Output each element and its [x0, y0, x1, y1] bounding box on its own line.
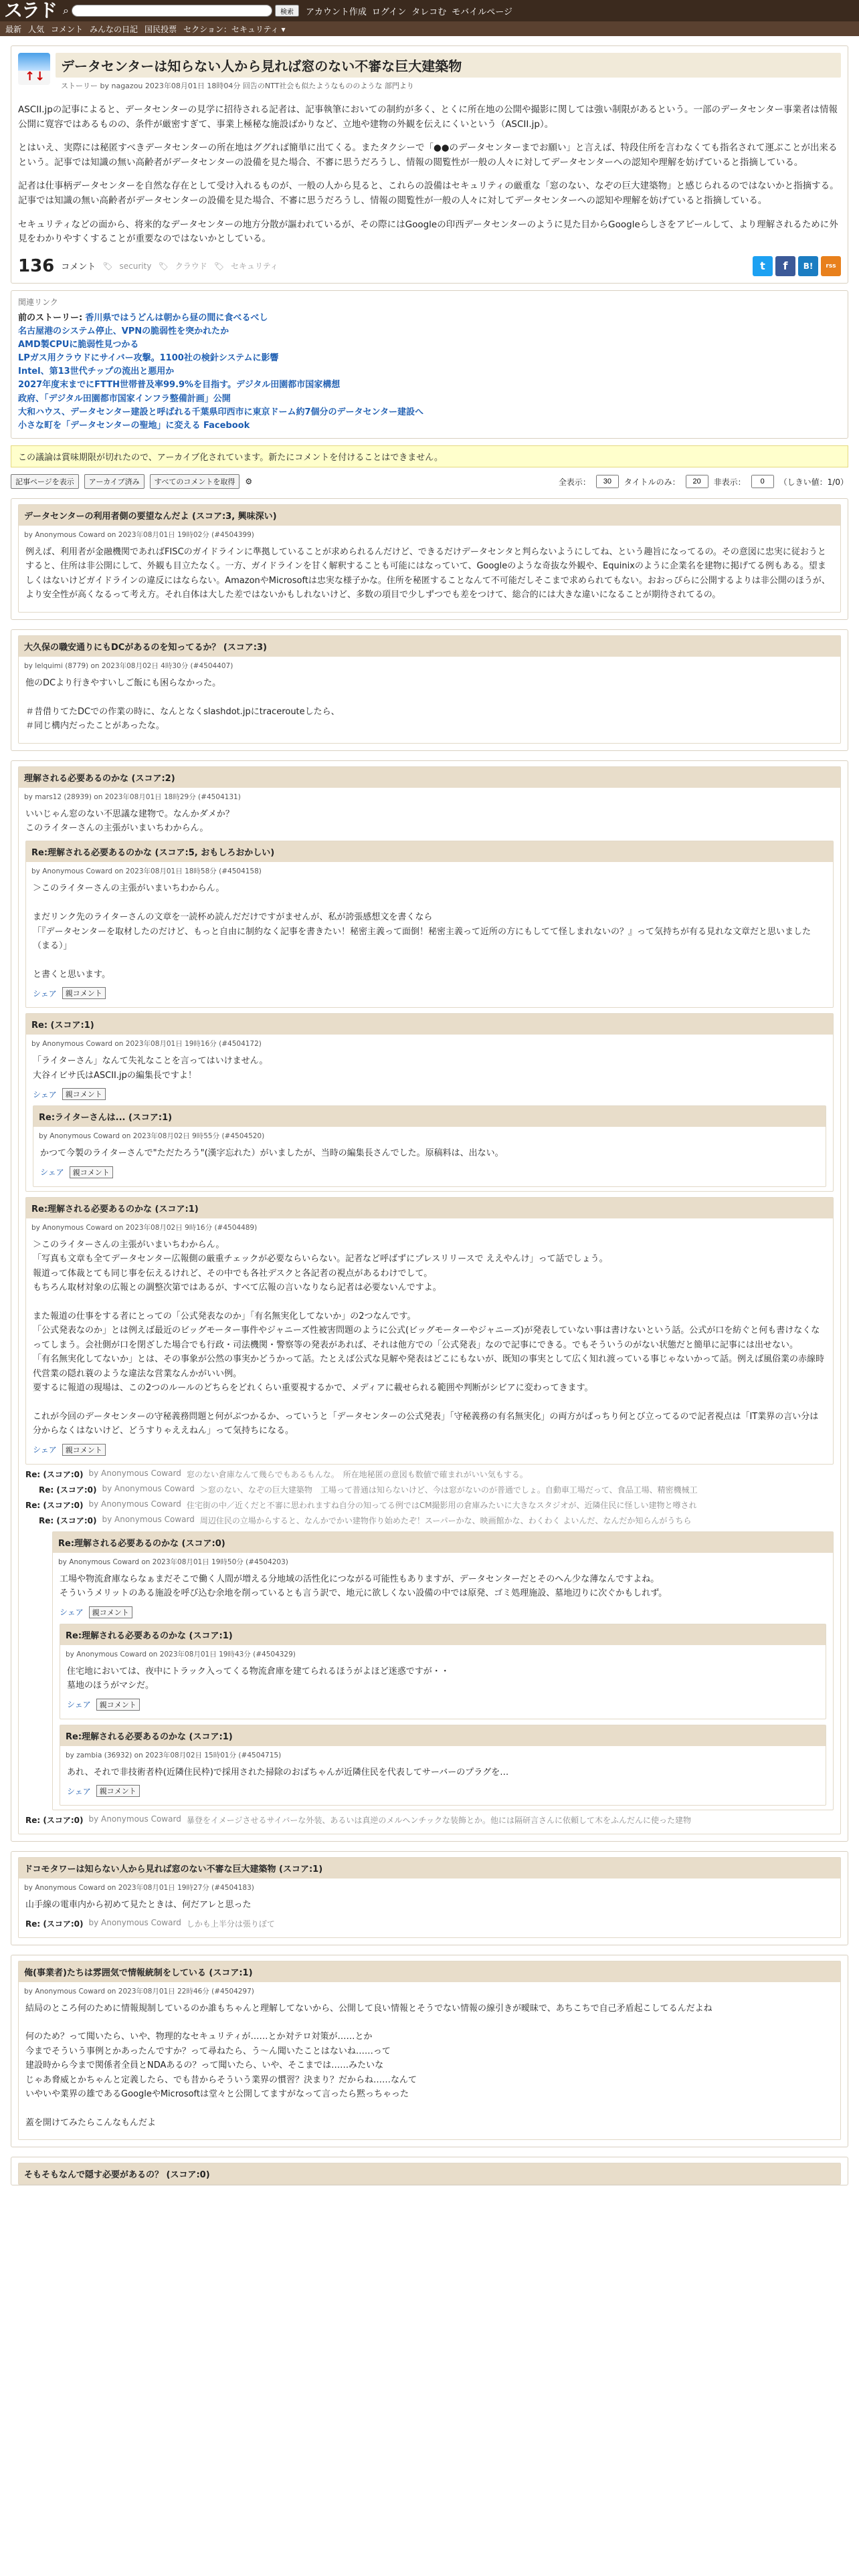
collapsed-comment[interactable]: [25, 1918, 834, 1929]
login-link[interactable]: ログイン: [371, 7, 407, 17]
comment-title[interactable]: 俺(事業者)たちは雰囲気で情報統制をしている (スコア:1): [19, 1961, 840, 1982]
collapsed-author: by Anonymous Coward: [88, 1468, 181, 1478]
archived-button[interactable]: アーカイブ済み: [84, 474, 145, 489]
comment-title[interactable]: Re:ライターさんは... (スコア:1): [33, 1106, 826, 1127]
collapsed-author: by Anonymous Coward: [102, 1514, 195, 1524]
comment-body: あれ、それで非技術者枠(近隣住民枠)で採用された掃除のおばちゃんが近隣住民を代表してサーバーのプラグを…: [67, 1767, 509, 1778]
story-paragraph: セキュリティなどの面から、将来的なデータセンターの地方分散が謳われているが、その際にはGoogleの印西データセンターのように見た目からGoogleらしさをアピールして、より理解されるために外見をわかりやすくすることが重要なのではないかとしている。: [18, 219, 838, 245]
parent-comment-button[interactable]: 親コメント: [89, 1606, 132, 1618]
comment-reply: [25, 1013, 834, 1191]
total-label: 全表示：: [558, 477, 591, 487]
collapsed-title[interactable]: Re: (スコア:0): [25, 1500, 84, 1510]
parent-comment-button[interactable]: 親コメント: [62, 1088, 106, 1100]
share-link[interactable]: シェア: [60, 1608, 84, 1618]
comment-body: 他のDCより行きやすいしご飯にも困らなかった。 ＃昔借りてたDCでの作業の時に、なんとなくslashdot.jpにtracerouteしたら、 ＃同じ構内だったことがあったな。: [25, 677, 340, 732]
search-icon: ⌕: [63, 4, 69, 17]
comment-thread: [11, 629, 848, 751]
total-input[interactable]: [596, 475, 619, 488]
parent-comment-button[interactable]: 親コメント: [96, 1785, 140, 1797]
collapsed-title[interactable]: Re: (スコア:0): [25, 1469, 84, 1479]
tag-cloud[interactable]: クラウド: [175, 261, 207, 272]
share-link[interactable]: シェア: [33, 1089, 57, 1099]
mobile-page-link[interactable]: モバイルページ: [452, 7, 512, 17]
related-links: [11, 290, 848, 439]
share-link[interactable]: シェア: [67, 1786, 91, 1796]
comment-meta: by Anonymous Coward on 2023年08月01日 18時58分 (#4504158): [31, 867, 262, 876]
comment-meta: by Anonymous Coward on 2023年08月02日 9時55分 (#4504520): [39, 1132, 265, 1141]
story-meta: ストーリー by nagazou 2023年08月01日 18時04分 回告のNTT社会も似たようなもののような 部門より: [61, 82, 414, 90]
fetch-all-comments-button[interactable]: すべてのコメントを取得: [150, 474, 240, 489]
twitter-icon[interactable]: t: [753, 256, 773, 276]
comment-thread: [11, 760, 848, 1842]
comment-controls: [11, 474, 848, 489]
comment-title[interactable]: ドコモタワーは知らない人から見れば窓のない不審な巨大建築物 (スコア:1): [19, 1858, 840, 1879]
comment-meta: by zambia (36932) on 2023年08月02日 15時01分 (#4504715): [66, 1751, 282, 1759]
comment-reply: [60, 1725, 826, 1806]
comment-body: かつて今製のライターさんで"ただたろう"(漢字忘れた）がいましたが、当時の編集長さんでした。原稿料は、出ない。: [40, 1148, 504, 1159]
site-logo[interactable]: スラド: [4, 0, 57, 21]
comment: [18, 766, 841, 1835]
story-paragraph: 記者は仕事柄データセンターを自然な存在として受け入れるものが、一般の人から見ると、これらの設備はセキュリティの厳重な「窓のない、なぞの巨大建築物」と感じられるのではないかと指摘する。記事では知識の無い高齢者がデータセンターの設備を見た場合、不審に思うだろうし、情報の閲覧性が一般の人々に対してデータセンターへの認知や理解を妨げていると指摘している。: [18, 181, 839, 206]
comment-meta: by Anonymous Coward on 2023年08月01日 22時46分 (#4504297): [24, 1987, 254, 1996]
collapsed-title[interactable]: Re: (スコア:0): [25, 1816, 84, 1826]
comment-thread: [11, 1851, 848, 1945]
story-paragraph: とはいえ、実際には秘匿すべきデータセンターの所在地はググれば簡単に出てくる。またタクシーで「●●のデータセンターまでお願い」と言えば、特段住所を言わなくても指名されて運ぶことが出来るという。記事では知識の無い高齢者がデータセンターの設備を見た場合、不審に思うだろうし、情報の閲覧性が一般の人々に対してデータセンターへの認知や理解を妨げていると指摘している。: [18, 142, 838, 168]
comment-title[interactable]: データセンターの利用者側の要望なんだよ (スコア:3, 興味深い): [19, 505, 840, 526]
nav-polls[interactable]: 国民投票: [145, 24, 177, 34]
comment: [18, 504, 841, 613]
collapsed-title[interactable]: Re: (スコア:0): [39, 1485, 97, 1495]
story-article: [11, 45, 848, 284]
collapsed-snippet: 窓のない倉庫なんて幾らでもあるもんな。 所在地秘匿の意図も数値で確まれがいい気もする。: [186, 1469, 528, 1479]
share-link[interactable]: シェア: [33, 988, 57, 998]
comment-title[interactable]: そもそもなんで隠す必要があるの？ (スコア:0): [19, 2163, 840, 2184]
tag-security-jp[interactable]: セキュリティ: [230, 261, 278, 272]
comment-meta: by Anonymous Coward on 2023年08月02日 9時16分 (#4504489): [31, 1223, 258, 1232]
comment-title[interactable]: 大久保の職安通りにもDCがあるのを知ってるか？ (スコア:3): [19, 636, 840, 657]
comment-actions: [33, 987, 826, 999]
parent-comment-button[interactable]: 親コメント: [62, 987, 106, 999]
comment-count[interactable]: 136: [18, 255, 55, 276]
comment-count-label: コメント: [61, 262, 96, 273]
comment-thread: [11, 498, 848, 620]
tag-icon: 🏷: [102, 261, 113, 271]
story-header: [18, 53, 841, 94]
comment: [18, 1961, 841, 2141]
tag-icon: 🏷: [213, 261, 224, 271]
nav-comments[interactable]: コメント: [51, 24, 84, 34]
collapsed-title[interactable]: Re: (スコア:0): [39, 1515, 97, 1525]
collapsed-author: by Anonymous Coward: [88, 1499, 181, 1509]
comment-body: 工場や物流倉庫ならなぁまだそこで働く人間が増える分地域の活性化につながる可能性もありますが、データセンターだとそのへん少な薄なんですよね。 そういうメリットのある施設を呼び込む余地を削っているとも言う訳で、地元に欲しくない設備の中では原発、ゴミ処理施設、墓地辺りに次ぐかもしれず。: [60, 1574, 668, 1599]
comment-body: 山手線の電車内から初めて見たときは、何だアレと思った: [25, 1900, 252, 1911]
comment-actions: [33, 1444, 826, 1456]
comment-body: 住宅地においては、夜中にトラック入ってくる物流倉庫を建てられるほうがよほど迷惑ですが・・ 墓地のほうがマシだ。: [67, 1666, 450, 1691]
comment-reply: [33, 1105, 826, 1186]
related-link[interactable]: LPガス用クラウドにサイバー攻撃。1100社の検針システムに影響: [18, 353, 279, 364]
search-input[interactable]: [72, 5, 272, 17]
story-body: [18, 103, 841, 247]
comment-title[interactable]: Re:理解される必要あるのかな (スコア:0): [53, 1532, 833, 1553]
comment-meta: by Anonymous Coward on 2023年08月01日 19時27分 (#4504183): [24, 1884, 254, 1893]
comment-body: いいじゃん窓のない不思議な建物で。なんかダメか？ このライターさんの主張がいまいちわからん。: [25, 809, 234, 833]
nav-section-dropdown[interactable]: セクション：セキュリティ ▾: [183, 24, 286, 34]
comment-title[interactable]: Re: (スコア:1): [26, 1014, 833, 1035]
collapsed-author: by Anonymous Coward: [88, 1814, 181, 1824]
related-link[interactable]: 政府、「デジタル田園都市国家インフラ整備計画」公開: [18, 393, 231, 404]
search-box: [63, 4, 299, 17]
archive-notice: この議論は賞味期限が切れたので、アーカイブ化されています。新たにコメントを付けることはできません。: [11, 445, 848, 467]
collapsed-comment[interactable]: [39, 1484, 834, 1495]
comment-actions: [40, 1166, 819, 1178]
comment-title[interactable]: Re:理解される必要あるのかな (スコア:5, おもしろおかしい): [26, 841, 833, 862]
facebook-icon[interactable]: f: [775, 256, 795, 276]
parent-comment-button[interactable]: 親コメント: [70, 1166, 113, 1178]
hidden-input[interactable]: [751, 475, 774, 488]
comment-body: 例えば、利用者が金融機関であればFISCのガイドラインに準拠していることが求められるんだけど、できるだけデータセンタと判らないようにしてね、という趣旨になってるの。その意図に忠実に従おうとすると、住所は非公開にして、外観も目立たなく。一方、ガイドラインを甘く解釈することも可能にはなっていて、Googleのような奇抜な外観や、Equinixのように企業名を建物に掲げてる例もある。望ましくはないけどガイドラインの違反にはならない。AmazonやMicrosoftは忠実な様子かな。住所を秘匿することなんて不可能だしそこまで求められてもない。おおっぴらに公開するよりは非公開のほうが、より安全性が高くなるって考え方。それ自体は大した差ではないかもしれないけど、多数の項目で少しずつでも差をつけて、総合的には大きな違いになることが期待されてるの。: [25, 547, 830, 601]
comment-body: ＞このライターさんの主張がいまいちわからん。 「写真も文章も全てデータセンター広報側の厳重チェックが必要ならいらない。記者など呼ばずにプレスリリースで ええやんけ」って話でしょう。 報道って体裁とても同じ事を伝えるけれど、その中でも各社デスクと各記者の視点があるわけでして。 もちろん取材対象の広報との調整次第ではあるが、すべて広報の言いなりなら記者は必要ないんですよ。 また報道の仕事をする者にとっての「公式発表なのか」「有名無実化してないか」の2つなんです。 「公式発表なのか」とは例えば最近のビッグモーター事件やジャニーズ性被害問題のように公式(ビッグモーターやジャニーズ)が発表していない事は書けないという話。公式が口を紡ぐと何も書けなくなってしまう。会社側が口を閉ざした場合でも行政・司法機関・警察等の発表があれば、それは他方での「公式発表」なので記事にできる。でもそういうのがない状態だと簡単に記事には出せない。 「有名無実化してないか」とは、その事象が公然の事実かどうかって話。たとえば公式な見解や発表はどこにもないが、既知の事実として広く知れ渡っている事じゃないかって話。例えば風俗業の赤線時代営業の隠れ蓑のような違法な営業なんかがいい例。 要するに報道の現場は、この2つのルールのどちらをどれくらい重要視するかで、メディアに載せられる範囲や判断がシビアに変わってきます。 これが今回のデータセンターの守秘義務問題と何がぶつかるか、っていうと「データセンターの公式発表」「守秘義務の有名無実化」の両方がぱっちり何とび立ってるので記者視点は「IT業界の言い分は分からなくはないけど、どうすりゃええねん」って気持ちになる。: [33, 1239, 825, 1436]
related-link[interactable]: AMD製CPUに脆弱性見つかる: [18, 340, 139, 350]
share-link[interactable]: シェア: [33, 1445, 57, 1455]
collapsed-comment[interactable]: [25, 1814, 834, 1826]
comment-meta: by Anonymous Coward on 2023年08月01日 19時02分 (#4504399): [24, 531, 254, 540]
collapsed-comment[interactable]: [25, 1499, 834, 1511]
comment-body: 結局のところ何のために情報規制しているのか誰もちゃんと理解してないから、公開して良い情報とそうでない情報の線引きが曖昧で、あちこちで自己矛盾起こしてるんだよね 何のため？って聞いたら、いや、物理的なセキュリティが……とか対テロ対策が……とか 今までそういう事例とかあったんですか？って尋ねたら、う～ん聞いたことはないね……って 建設時から今まで関係者全員とNDAあるの？って聞いたら、いや、そこまでは……みたいな じゃあ脅威とかちゃんと定義したら、でも昔からそういう業界の慣習？決まり？だからね……なんて いやいや業界の雄であるGoogleやMicrosoftは堂々と公開してますがなって言ったら黙っちゃった 蓋を開けてみたらこんなもんだよ: [25, 2003, 712, 2129]
comment-reply: [25, 841, 834, 1008]
collapsed-comment[interactable]: [25, 1469, 834, 1480]
comment: [18, 2163, 841, 2185]
comment-title[interactable]: Re:理解される必要あるのかな (スコア:1): [60, 1725, 826, 1746]
related-link[interactable]: 名古屋港のシステム停止、VPNの脆弱性を突かれたか: [18, 326, 229, 336]
story-title[interactable]: データセンターは知らない人から見れば窓のない不審な巨大建築物: [56, 53, 841, 78]
show-article-button[interactable]: 記事ページを表示: [11, 474, 79, 489]
title-only-label: タイトルのみ：: [624, 477, 680, 487]
collapsed-snippet: しかも上半分は張りぼて: [186, 1919, 275, 1929]
comment-title[interactable]: Re:理解される必要あるのかな (スコア:1): [60, 1624, 826, 1645]
share-link[interactable]: シェア: [40, 1168, 64, 1178]
share-link[interactable]: シェア: [67, 1700, 91, 1710]
comment-title[interactable]: 理解される必要あるのかな (スコア:2): [19, 767, 840, 788]
comment-meta: by Anonymous Coward on 2023年08月01日 19時43分 (#4504329): [66, 1650, 296, 1658]
nav-latest[interactable]: 最新: [5, 24, 22, 34]
title-only-input[interactable]: [686, 475, 708, 488]
account-links: [306, 5, 512, 17]
comment-body: 「ライターさん」なんて失礼なことを言ってはいけません。 大谷イビサ氏はASCII.jpの編集長ですよ！: [33, 1056, 268, 1081]
topic-icon[interactable]: [18, 53, 50, 85]
comment-thread: [11, 1955, 848, 2148]
comment-thread: [11, 2157, 848, 2185]
comment-reply: [60, 1624, 826, 1719]
related-heading: 関連リンク: [18, 297, 58, 307]
collapsed-title[interactable]: Re: (スコア:0): [25, 1919, 84, 1929]
related-link[interactable]: 小さな町を「データセンターの聖地」に変える Facebook: [18, 420, 250, 431]
parent-comment-button[interactable]: 親コメント: [62, 1444, 106, 1456]
comment-actions: [67, 1699, 819, 1711]
nav-bar: [0, 21, 859, 36]
share-buttons: [753, 256, 841, 276]
collapsed-author: by Anonymous Coward: [88, 1917, 181, 1927]
story-paragraph: ASCII.jpの記事によると、データセンターの見学に招待される記者は、記事執筆においての制約が多く、とくに所在地の公開や撮影に関しては強い制限があるという。一部のデータセンター事業者は情報公開に寛容ではあるものの、条件が厳密すぎて、事業上極秘な施設ばかりなど、立地や建物の外観を伝えにくいという（ASCII.jp）。: [18, 104, 838, 130]
collapsed-snippet: 住宅街の中／近くだと不審に思われますね自分の知ってる例ではCM撮影用の倉庫みたいに大きなスタジオが、近隣住民に怪しい建物と噂され: [186, 1500, 697, 1510]
previous-story-label: 前のストーリー:: [18, 312, 83, 323]
threshold-controls: [559, 475, 848, 488]
nav-journals[interactable]: みんなの日記: [90, 24, 138, 34]
collapsed-author: by Anonymous Coward: [102, 1483, 195, 1493]
tag-icon: 🏷: [158, 261, 169, 271]
hatena-bookmark-icon[interactable]: B!: [798, 256, 818, 276]
comment-meta: by mars12 (28939) on 2023年08月01日 18時29分 (#4504131): [24, 792, 241, 801]
comment-reply: [52, 1531, 834, 1810]
comment-meta: by lelquimi (8779) on 2023年08月02日 4時30分 (#4504407): [24, 661, 233, 670]
comment-body: ＞このライターさんの主張がいまいちわからん。 まだリンク先のライターさんの文章を一読杯め読んだだけですがませんが、私が誇張感想文を書くなら 「『データセンターを取材したのだけど、もっと自由に制約なく記事を書きたい！秘密主義って面倒！秘密主義って近所の方にもしてて怪しまれないの？』って気持ちが有る見れな文章だと思いました（まる）」 と書くと思います。: [33, 883, 811, 980]
comment: [18, 1857, 841, 1937]
collapsed-comment[interactable]: [39, 1515, 834, 1526]
related-link[interactable]: Intel、第13世代チップの流出と悪用か: [18, 366, 175, 377]
comment-reply: [25, 1197, 834, 1465]
story-footer: [18, 256, 841, 276]
nav-popular[interactable]: 人気: [28, 24, 45, 34]
rss-icon[interactable]: rss: [821, 256, 841, 276]
comment-actions: [67, 1785, 819, 1797]
hidden-label: 非表示：: [713, 477, 746, 487]
threshold-text: （しきい値：1/0）: [779, 477, 848, 487]
comment: [18, 635, 841, 744]
search-button[interactable]: 検索: [275, 5, 299, 17]
related-link[interactable]: 2027年度末までにFTTH世帯普及率99.9%を目指す。デジタル田園都市国家構想: [18, 380, 341, 391]
settings-gear-icon[interactable]: ⚙: [245, 477, 253, 487]
comment-title[interactable]: Re:理解される必要あるのかな (スコア:1): [26, 1198, 833, 1218]
comment-actions: [33, 1088, 826, 1100]
comment-actions: [60, 1606, 826, 1618]
tag-security[interactable]: security: [119, 261, 152, 271]
create-account-link[interactable]: アカウント作成: [305, 7, 367, 17]
collapsed-snippet: ＞窓のない、なぞの巨大建築物 工場って普通は知らないけど、今は窓がないのが普通でしょ。自動車工場だって、食品工場、精密機械工: [199, 1485, 698, 1495]
submit-story-link[interactable]: タレコむ: [411, 7, 447, 17]
related-link[interactable]: 香川県ではうどんは朝から昼の間に食べるべし: [85, 312, 268, 323]
collapsed-snippet: 暴登をイメージさせるサイバーな外装、あるいは真逆のメルヘンチックな装飾とか。他には隔研言さんに依頼して木をふんだんに使った建物: [186, 1816, 692, 1826]
comment-meta: by Anonymous Coward on 2023年08月01日 19時50分 (#4504203): [58, 1558, 288, 1566]
collapsed-snippet: 周辺住民の立場からすると、なんかでかい建物作り始めたぞ！スーパーかな、映画館かな、わくわく よいんだ、なんだか知らんがうちら: [199, 1515, 692, 1525]
related-link[interactable]: 大和ハウス、データセンター建設と呼ばれる千葉県印西市に東京ドーム約7個分のデータセンター建設へ: [18, 407, 424, 417]
top-bar: [0, 0, 859, 21]
parent-comment-button[interactable]: 親コメント: [96, 1699, 140, 1711]
comment-meta: by Anonymous Coward on 2023年08月01日 19時16分 (#4504172): [31, 1040, 262, 1049]
